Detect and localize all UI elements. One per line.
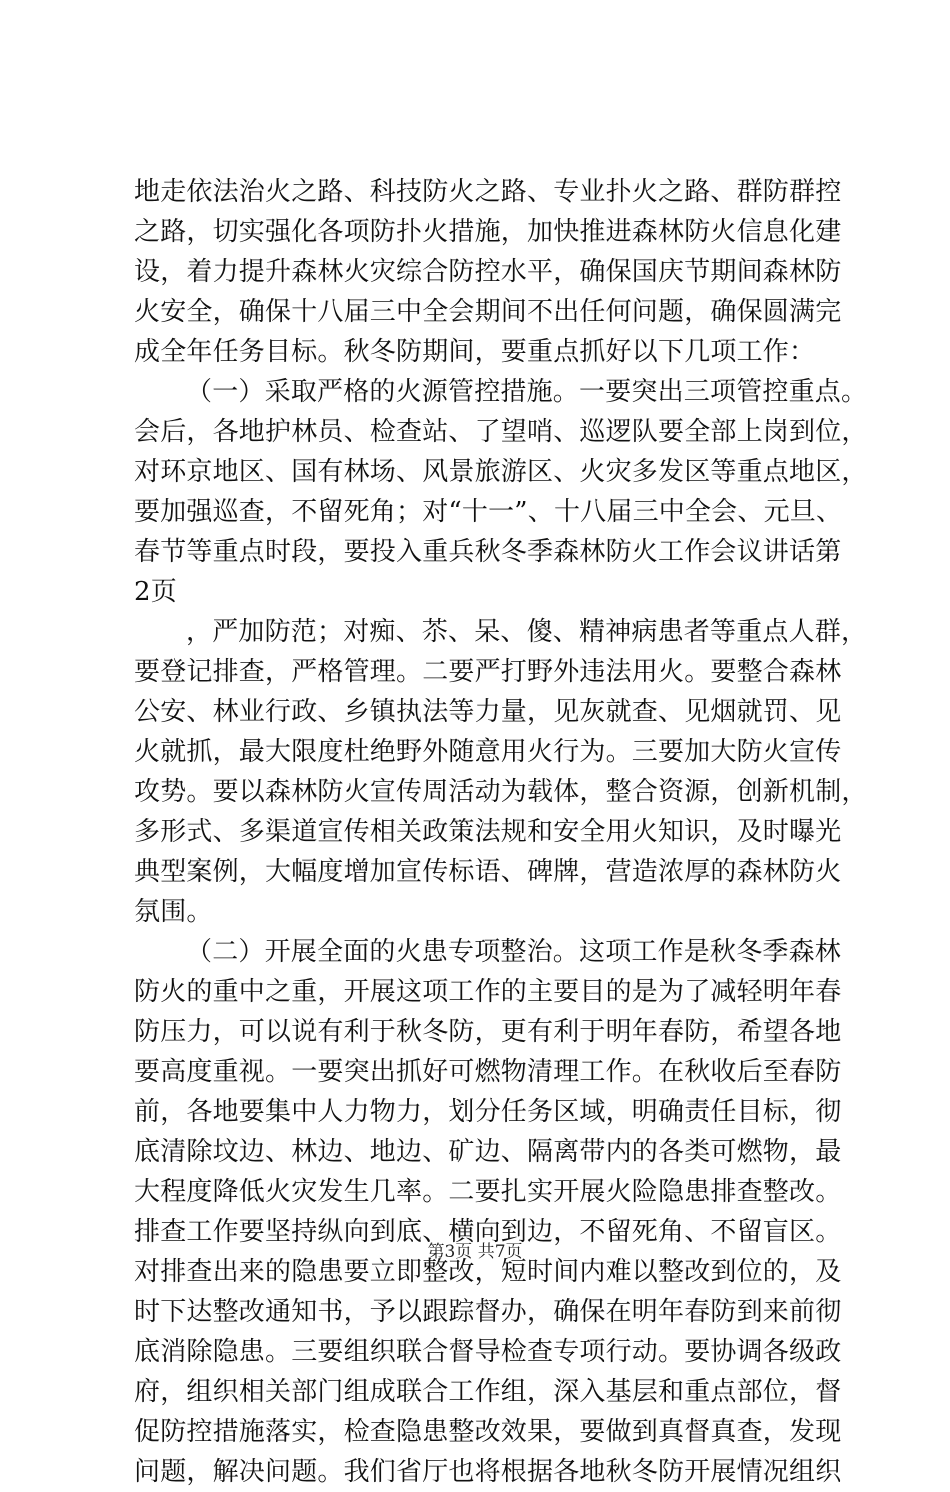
text-line: 时下达整改通知书，予以跟踪督办，确保在明年春防到来前彻 <box>134 1297 842 1327</box>
text-line: 典型案例，大幅度增加宣传标语、碑牌，营造浓厚的森林防火 <box>134 857 842 887</box>
text-line: 氛围。 <box>134 897 213 927</box>
text-line: 大程度降低火灾发生几率。二要扎实开展火险隐患排查整改。 <box>134 1177 842 1207</box>
text-line: 要高度重视。一要突出抓好可燃物清理工作。在秋收后至春防 <box>134 1057 842 1087</box>
text-line: 府，组织相关部门组成联合工作组，深入基层和重点部位，督 <box>134 1377 842 1407</box>
text-line: 防火的重中之重，开展这项工作的主要目的是为了减轻明年春 <box>134 977 842 1007</box>
text-line: 要登记排查，严格管理。二要严打野外违法用火。要整合森林 <box>134 657 842 687</box>
text-line: 春节等重点时段，要投入重兵秋冬季森林防火工作会议讲话第 <box>134 537 842 567</box>
document-body <box>134 172 868 1492</box>
text-line: （一）采取严格的火源管控措施。一要突出三项管控重点。 <box>186 377 868 407</box>
text-line: 火就抓，最大限度杜绝野外随意用火行为。三要加大防火宣传 <box>134 737 842 767</box>
text-line: 2页 <box>134 577 177 607</box>
text-line: 促防控措施落实，检查隐患整改效果，要做到真督真查，发现 <box>134 1417 842 1447</box>
text-line: 底清除坟边、林边、地边、矿边、隔离带内的各类可燃物，最 <box>134 1137 842 1167</box>
text-line: 多形式、多渠道宣传相关政策法规和安全用火知识，及时曝光 <box>134 817 842 847</box>
text-line: 要加强巡查，不留死角；对“十一”、十八届三中全会、元旦、 <box>134 497 843 527</box>
text-line: 前，各地要集中人力物力，划分任务区域，明确责任目标，彻 <box>134 1097 842 1127</box>
text-line: 会后，各地护林员、检查站、了望哨、巡逻队要全部上岗到位， <box>134 417 868 447</box>
text-line: 排查工作要坚持纵向到底、横向到边，不留死角、不留盲区。 <box>134 1217 842 1247</box>
text-line: 火安全，确保十八届三中全会期间不出任何问题，确保圆满完 <box>134 297 842 327</box>
text-line: 设，着力提升森林火灾综合防控水平，确保国庆节期间森林防 <box>134 257 842 287</box>
text-line: 防压力，可以说有利于秋冬防，更有利于明年春防，希望各地 <box>134 1017 842 1047</box>
text-line: ，严加防范；对痴、苶、呆、傻、精神病患者等重点人群， <box>186 617 868 647</box>
text-line: （二）开展全面的火患专项整治。这项工作是秋冬季森林 <box>186 937 842 967</box>
text-line: 地走依法治火之路、科技防火之路、专业扑火之路、群防群控 <box>134 177 842 207</box>
text-line: 成全年任务目标。秋冬防期间，要重点抓好以下几项工作： <box>134 337 816 367</box>
page-footer: 第3页 共7页 <box>427 1242 523 1262</box>
text-line: 对排查出来的隐患要立即整改，短时间内难以整改到位的，及 <box>134 1257 842 1287</box>
text-line: 底消除隐患。三要组织联合督导检查专项行动。要协调各级政 <box>134 1337 842 1367</box>
text-line: 攻势。要以森林防火宣传周活动为载体，整合资源，创新机制， <box>134 777 868 807</box>
text-line: 之路，切实强化各项防扑火措施，加快推进森林防火信息化建 <box>134 217 842 247</box>
text-line: 公安、林业行政、乡镇执法等力量，见灰就查、见烟就罚、见 <box>134 697 842 727</box>
text-line: 问题，解决问题。我们省厅也将根据各地秋冬防开展情况组织 <box>134 1457 842 1487</box>
text-line: 对环京地区、国有林场、风景旅游区、火灾多发区等重点地区， <box>134 457 868 487</box>
